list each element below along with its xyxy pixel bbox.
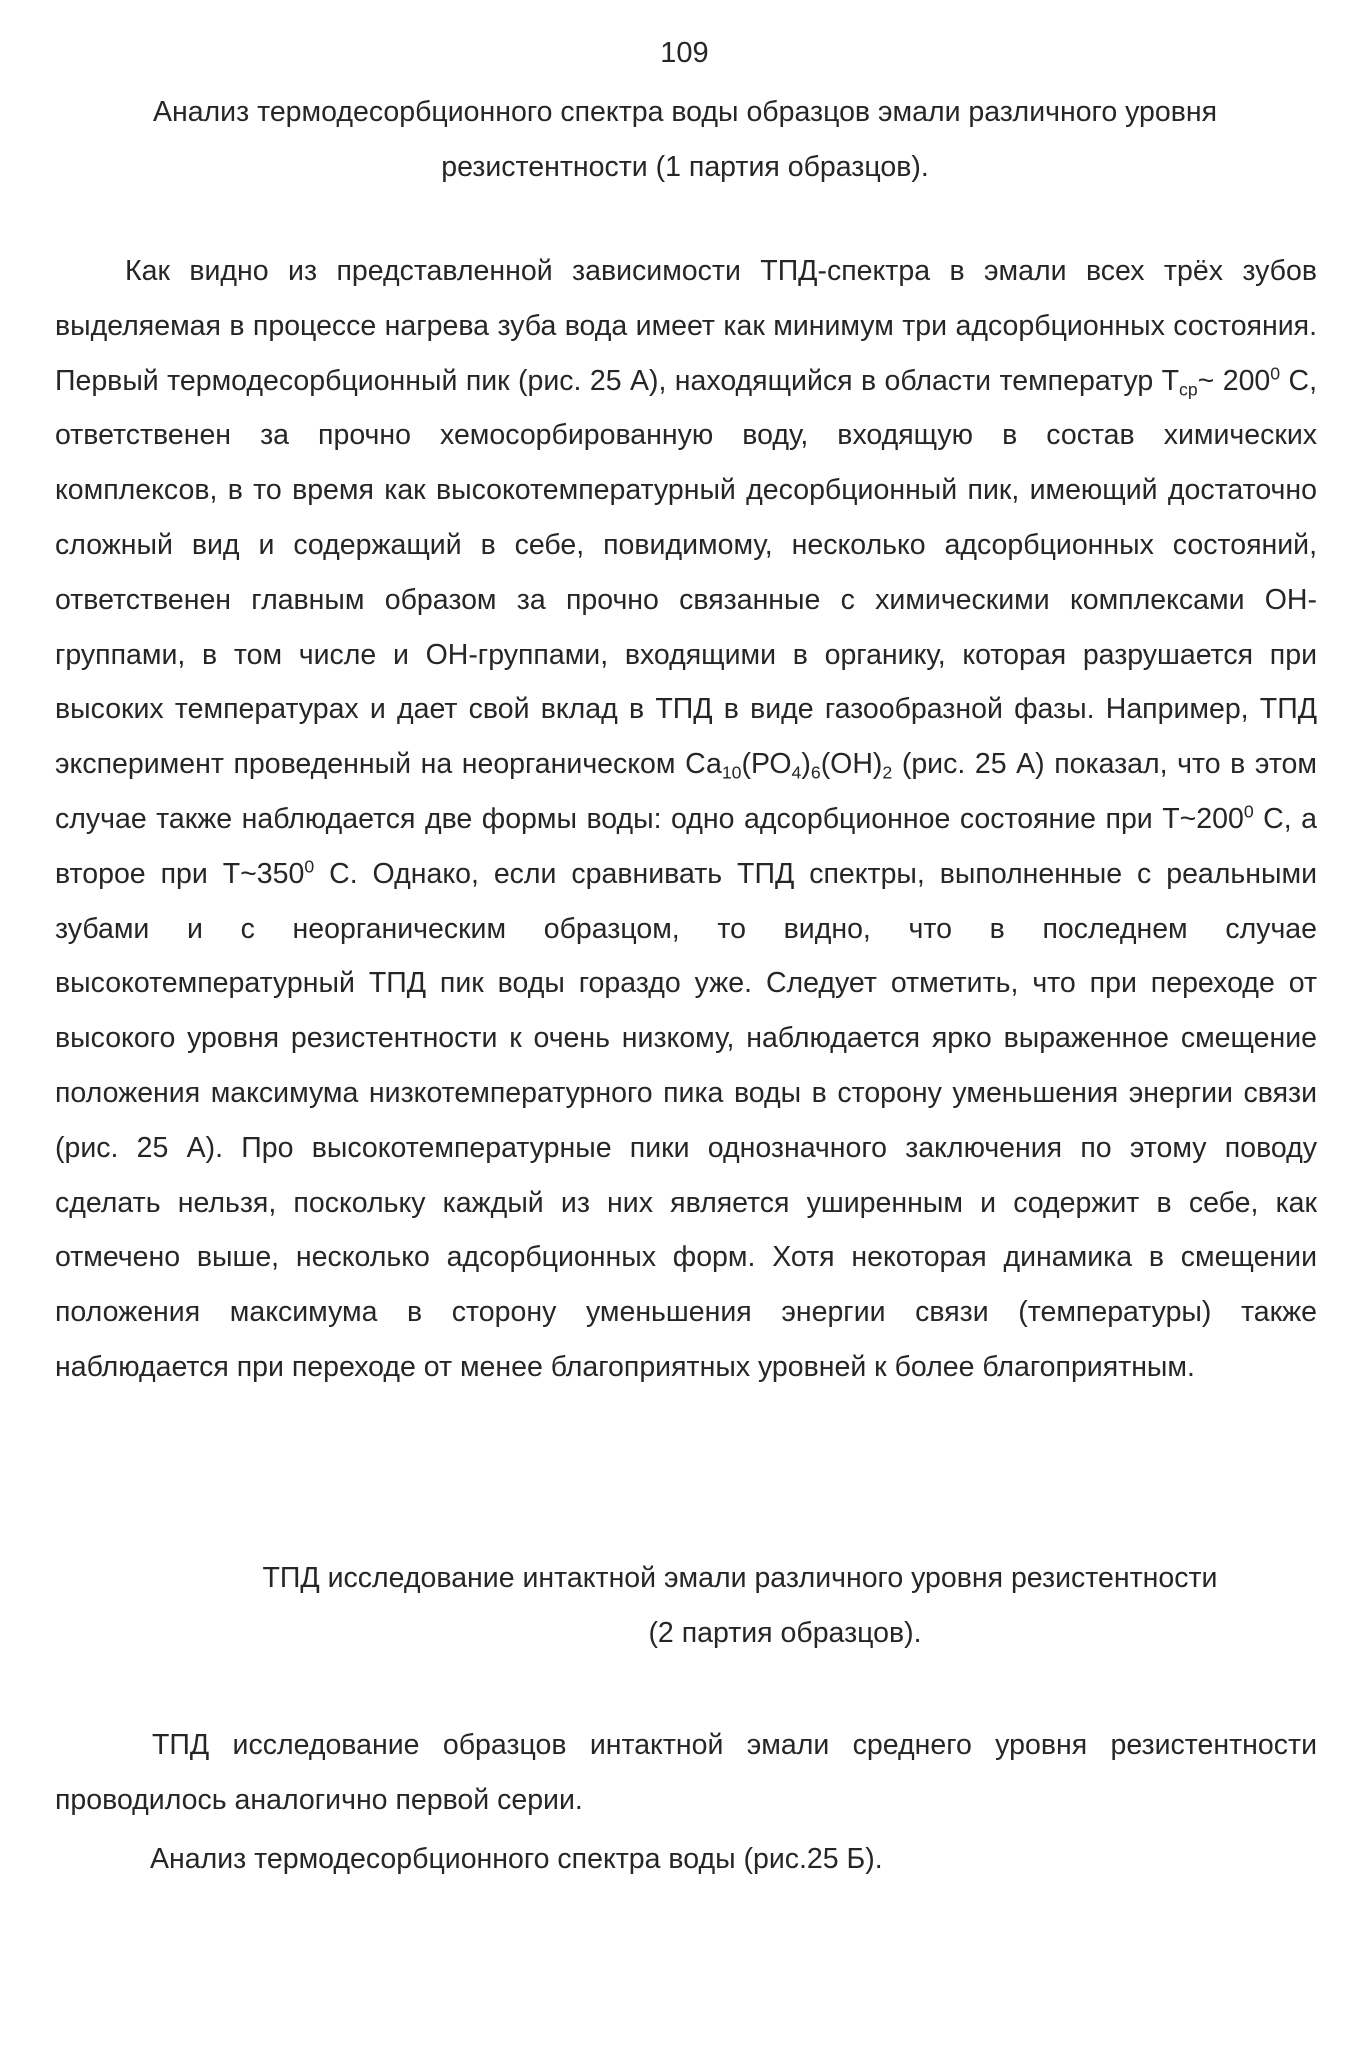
subsection-heading-line2: (2 партия образцов).: [648, 1617, 922, 1649]
text-run: ): [801, 748, 811, 781]
text-run: (ОН): [820, 748, 883, 781]
body-paragraph-3: Анализ термодесорбционного спектра воды (рис.25 Б).: [150, 1843, 883, 1875]
text-run: С, а второе при Т~350: [55, 802, 1317, 890]
section-heading: Анализ термодесорбционного спектра воды образцов эмали различного уровня резистентности (1 партия образцов).: [152, 96, 1218, 183]
page-number: 109: [660, 37, 709, 69]
superscript: 0: [304, 856, 315, 877]
body-paragraph-2: ТПД исследование образцов интактной эмали среднего уровня резистентности проводилось аналогично первой серии.: [55, 1729, 1317, 1816]
subscript: 10: [721, 762, 742, 783]
text-run: Как видно из представленной зависимости ТПД-спектра в эмали всех трёх зубов выделяемая в процессе нагрева зуба вода имеет как минимум три адсорбционных состояния. Первый термодесорбционный пик (рис. 25 А), находящийся в области температур Т: [55, 255, 1317, 397]
text-run: (РО: [741, 748, 792, 781]
superscript: 0: [1270, 363, 1281, 383]
subscript: 4: [791, 762, 802, 783]
text-run: С. Однако, если сравнивать ТПД спектры, выполненные с реальными зубами и с неорганическим образцом, то видно, что в последнем случае высокотемпературный ТПД пик воды гораздо уже. Следует отметить, что при переходе от высокого уровня резистентности к очень низкому, наблюдается ярко выраженное смещение положения максимума низкотемпературного пика воды в сторону уменьшения энергии связи (рис. 25 А). Про высокотемпературные пики однозначного заключения по этому поводу сделать нельзя, поскольку каждый из них является уширенным и содержит в себе, как отмечено выше, несколько адсорбционных форм. Хотя некоторая динамика в смещении положения максимума в сторону уменьшения энергии связи (температуры) также наблюдается при переходе от менее благоприятных уровней к более благоприятным.: [55, 857, 1317, 1383]
body-paragraph: [55, 244, 1317, 1395]
text-run: (рис. 25 А) показал, что в этом случае также наблюдается две формы воды: одно адсорбционное состояние при Т~200: [55, 748, 1317, 835]
text-run: ~ 200: [1197, 364, 1271, 397]
subsection-heading: [210, 1551, 1270, 1661]
subscript: 2: [882, 762, 893, 783]
subscript: ср: [1179, 378, 1198, 399]
subscript: 6: [810, 762, 821, 783]
text-run: С, ответственен за прочно хемосорбированную воду, входящую в состав химических комплексов, в то время как высокотемпературный десорбционный пик, имеющий достаточно сложный вид и содержащий в себе, повидимому, несколько адсорбционных состояний, ответственен главным образом за прочно связанные с химическими комплексами ОН-группами, в том числе и ОН-группами, входящими в органику, которая разрушается при высоких температурах и дает свой вклад в ТПД в виде газообразной фазы. Например, ТПД эксперимент проведенный на неорганическом Са: [55, 364, 1317, 781]
superscript: 0: [1243, 801, 1254, 822]
subsection-heading-line1: ТПД исследование интактной эмали различного уровня резистентности: [262, 1562, 1218, 1594]
